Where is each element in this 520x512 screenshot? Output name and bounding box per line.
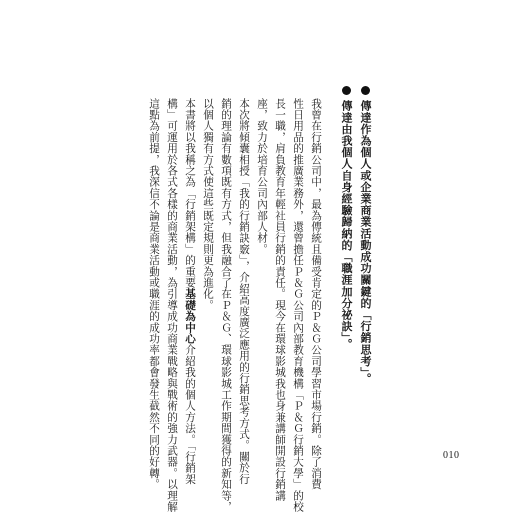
body-line-3: 長一職，肩負教育年輕社員行銷的責任。現今在環球影城我也身兼講師開設行銷講	[274, 98, 286, 502]
body-line-4: 座，致力於培育公司內部人材。	[256, 98, 268, 255]
page-number: 010	[443, 450, 460, 461]
bullet-dot-icon	[342, 86, 351, 95]
body-line-8	[181, 98, 198, 485]
body-line-8-tail: 介紹我的個人方法。「行銷架	[184, 344, 196, 485]
bullet-2	[338, 86, 355, 350]
body-line-6: 銷的理論有數項既有方式，但我融合了在Ｐ＆Ｇ、環球影城工作期間獲得的新知等，	[220, 98, 232, 512]
body-line-8-head: 本書將以我稱之為「行銷架構」的重要	[184, 98, 196, 289]
body-line-9: 構」可運用於各式各樣的商業活動，為引導成功商業戰略與戰術的強力武器。以理解	[166, 98, 178, 512]
body-line-1: 我曾在行銷公司中，最為傳統且備受肯定的Ｐ＆Ｇ公司學習市場行銷。除了消費	[310, 98, 322, 490]
body-line-10: 這點為前提，我深信不論是商業活動或職涯的成功率都會發生截然不同的好轉。	[148, 98, 160, 490]
bullet-2-text: 傳達由我個人自身經驗歸納的「職涯加分祕訣」。	[340, 100, 353, 350]
bullet-1	[357, 86, 374, 385]
body-line-7: 以個人獨有方式使這些既定規則更為進化。	[202, 98, 214, 311]
body-line-5: 本次將傾囊相授「我的行銷訣竅」，介紹高度廣泛應用的行銷思考方式。關於行	[238, 98, 250, 485]
bullet-dot-icon	[361, 86, 370, 95]
body-line-8-bold: 基礎為中心	[184, 288, 196, 345]
bullet-1-text: 傳達作為個人或企業商業活動成功關鍵的「行銷思考」。	[359, 100, 372, 385]
body-line-2: 性日用品的推廣業務外，還曾擔任Ｐ＆Ｇ公司內部教育機構「Ｐ＆Ｇ行銷大學」的校	[292, 98, 304, 512]
